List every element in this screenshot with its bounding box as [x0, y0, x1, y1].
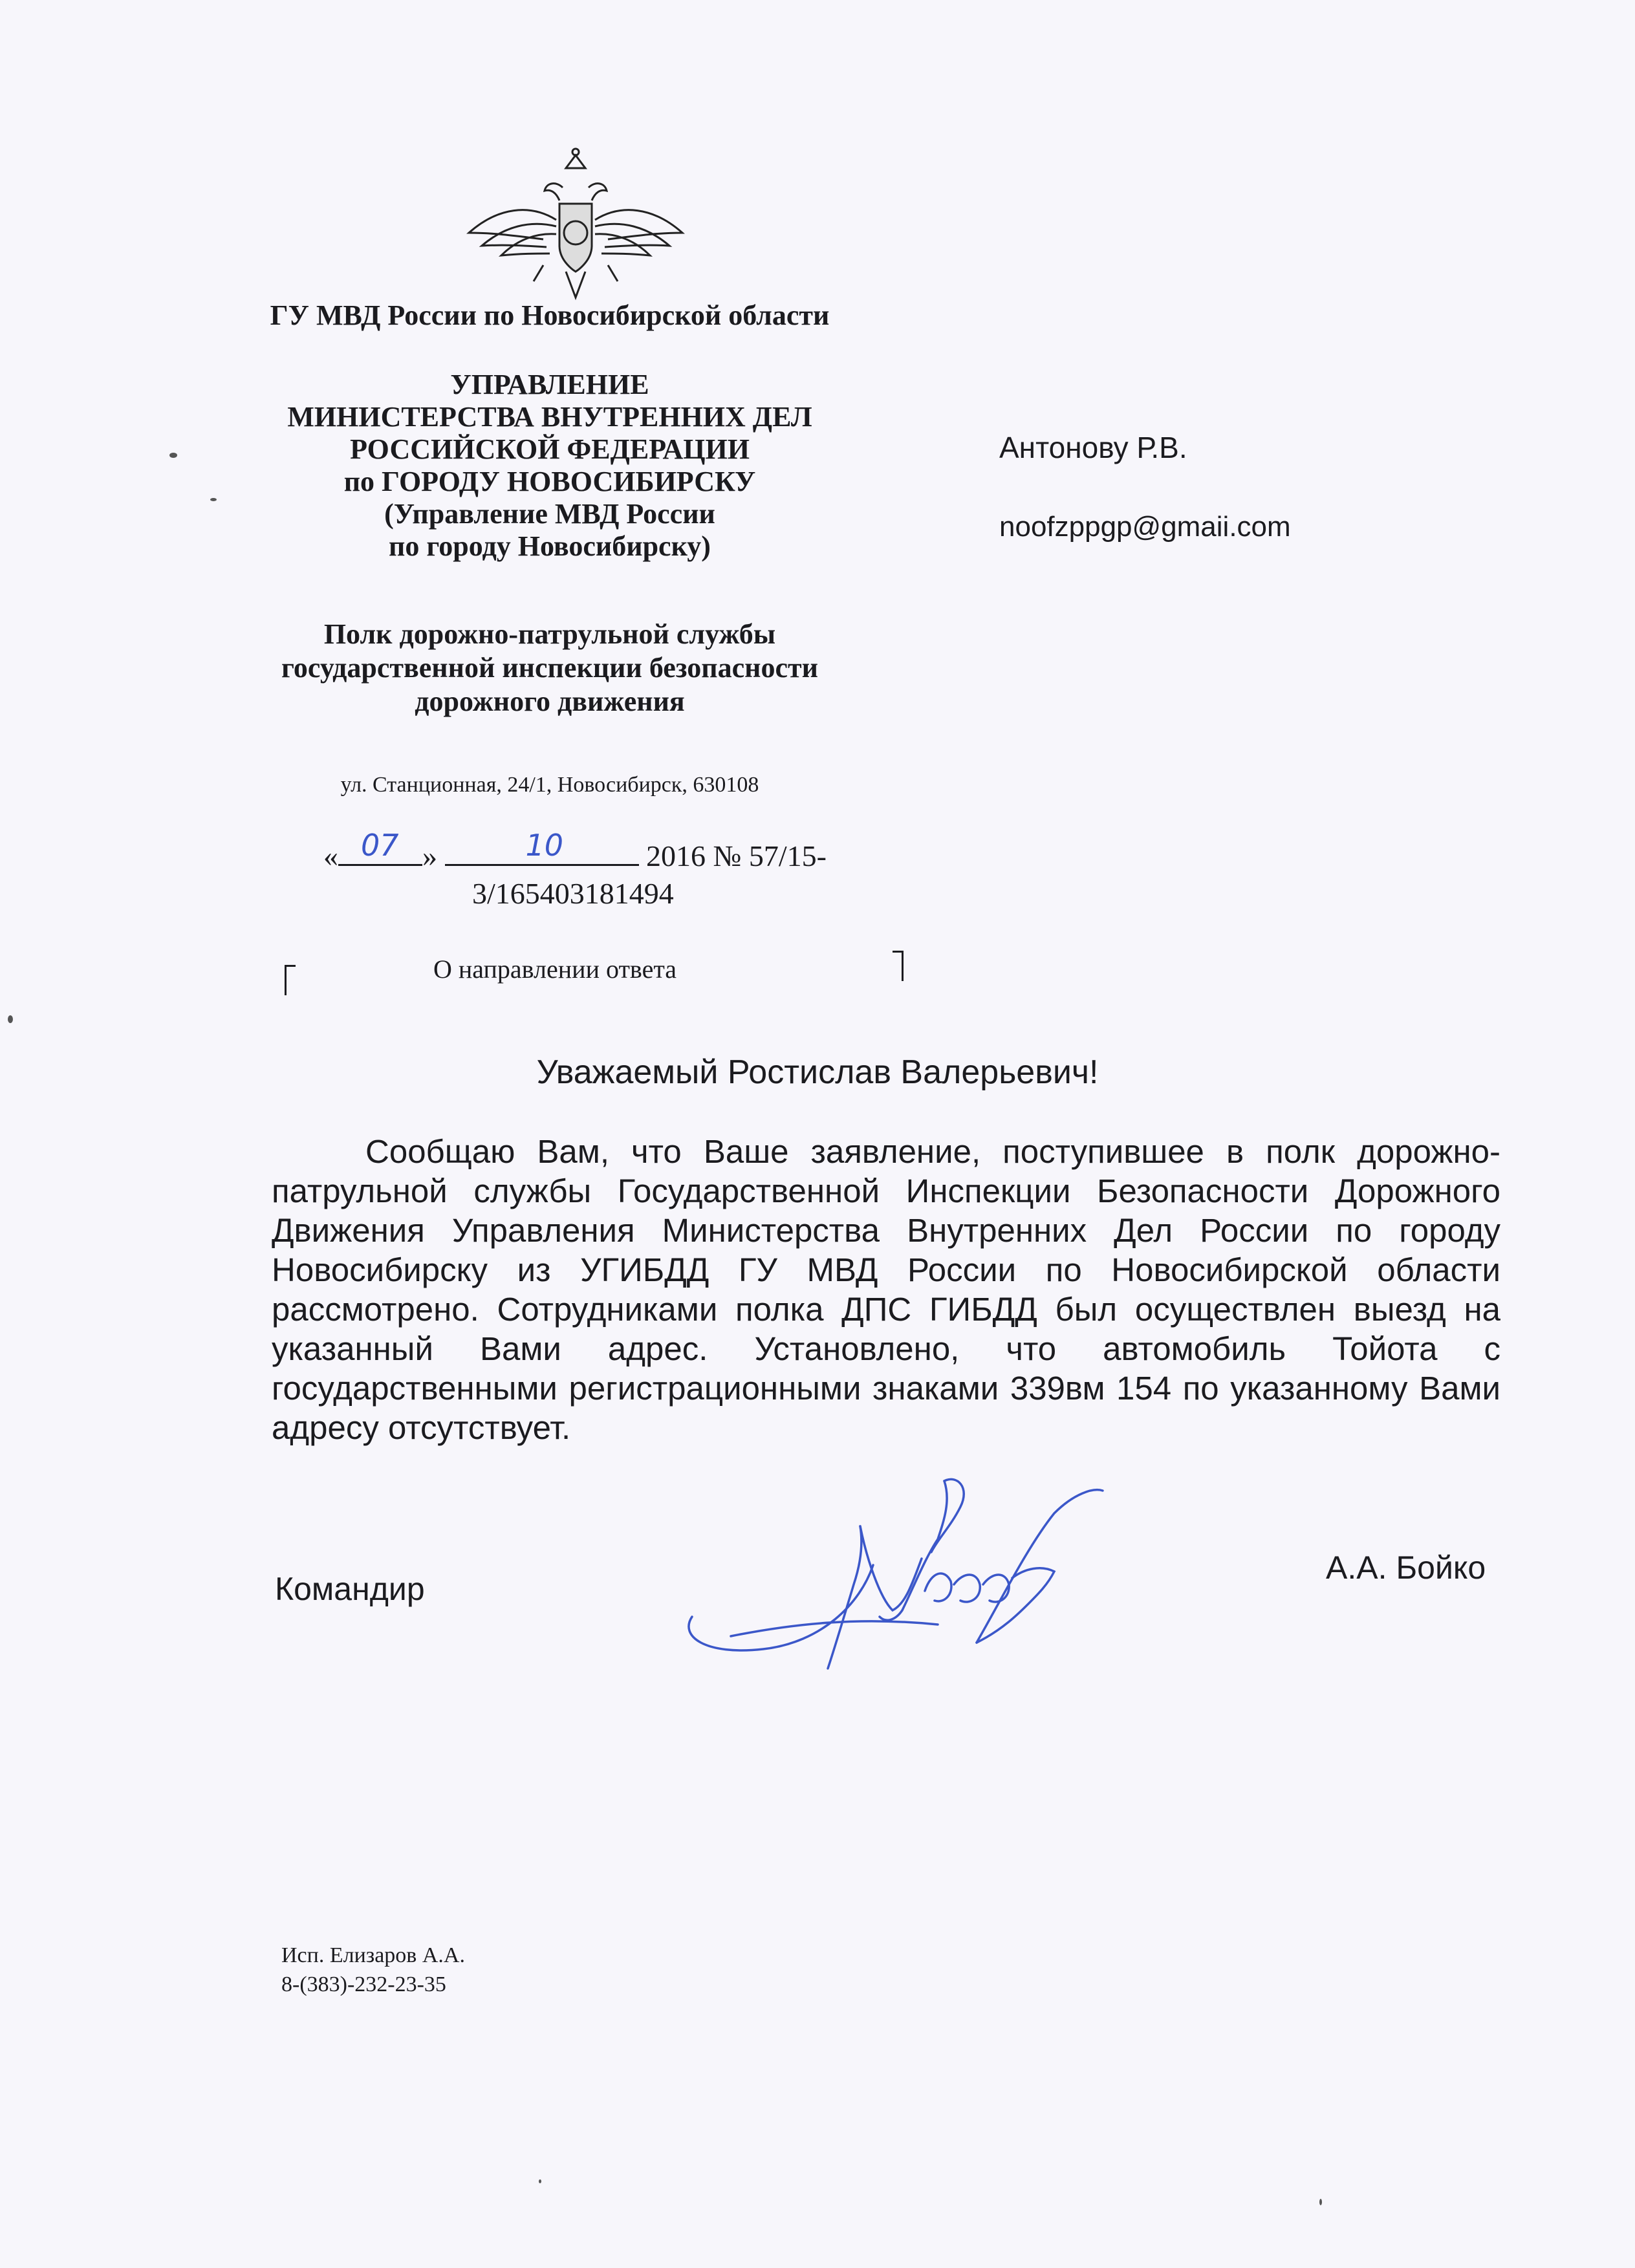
addressee-email: noofzppgp@gmaii.com: [999, 511, 1291, 543]
regiment-line: дорожного движения: [415, 686, 685, 717]
signer-position: Командир: [275, 1571, 425, 1607]
scan-speck: [1319, 2199, 1322, 2205]
year-and-number: 2016 № 57/15-: [646, 839, 827, 872]
addressee-name: Антонову Р.В.: [999, 431, 1187, 464]
subject-bracket-right-icon: [893, 951, 904, 981]
department-line: УПРАВЛЕНИЕ: [450, 369, 649, 400]
organization-address: ул. Станционная, 24/1, Новосибирск, 630108: [340, 773, 759, 797]
regiment-line: государственной инспекции безопасности: [281, 652, 818, 684]
day-blank: [338, 828, 422, 866]
department-line: по ГОРОДУ НОВОСИБИРСКУ: [343, 466, 756, 497]
department-line: РОССИЙСКОЙ ФЕДЕРАЦИИ: [350, 433, 750, 465]
executor-name: Исп. Елизаров А.А.: [281, 1943, 465, 1967]
organization-name: ГУ МВД России по Новосибирской области: [270, 299, 830, 331]
handwritten-day: 07: [361, 828, 399, 863]
signer-name: А.А. Бойко: [1326, 1550, 1486, 1586]
salutation: Уважаемый Ростислав Валерьевич!: [536, 1053, 1099, 1091]
department-block: [194, 369, 905, 563]
scan-speck: [210, 498, 217, 501]
open-quote: «: [323, 839, 338, 872]
regiment-line: Полк дорожно-патрульной службы: [323, 618, 776, 650]
month-blank: [445, 828, 639, 866]
department-line: по городу Новосибирску): [389, 530, 711, 562]
subject-bracket-left-icon: [285, 965, 296, 995]
registration-date-line: [323, 828, 827, 873]
department-line: (Управление МВД России: [384, 498, 715, 530]
scan-speck: [169, 453, 177, 458]
regiment-block: [194, 618, 905, 718]
scan-speck: [8, 1015, 13, 1023]
letter-body: Сообщаю Вам, что Ваше заявление, поступившее в полк дорожно-патрульной службы Государственной Инспекции Безопасности Дорожного Движения Управления Министерства Внутренних Дел России по городу Новосибирску из УГИБДД ГУ МВД России по Новосибирской области рассмотрено. Сотрудниками полка ДПС ГИБДД был осуществлен выезд на указанный Вами адрес. Установлено, что автомобиль Тойота с государственными регистрационными знаками 339вм 154 по указанному Вами адресу отсутствует.: [272, 1133, 1500, 1446]
scan-speck: [539, 2179, 541, 2183]
executor-phone: 8-(383)-232-23-35: [281, 1972, 446, 1996]
double-headed-eagle-emblem-icon: [466, 142, 686, 304]
handwritten-month: 10: [525, 828, 564, 863]
document-number-continuation: 3/165403181494: [472, 877, 674, 910]
handwritten-signature-icon: [666, 1455, 1106, 1701]
close-quote: »: [422, 839, 437, 872]
department-line: МИНИСТЕРСТВА ВНУТРЕННИХ ДЕЛ: [287, 401, 812, 433]
subject-line: О направлении ответа: [433, 955, 677, 984]
